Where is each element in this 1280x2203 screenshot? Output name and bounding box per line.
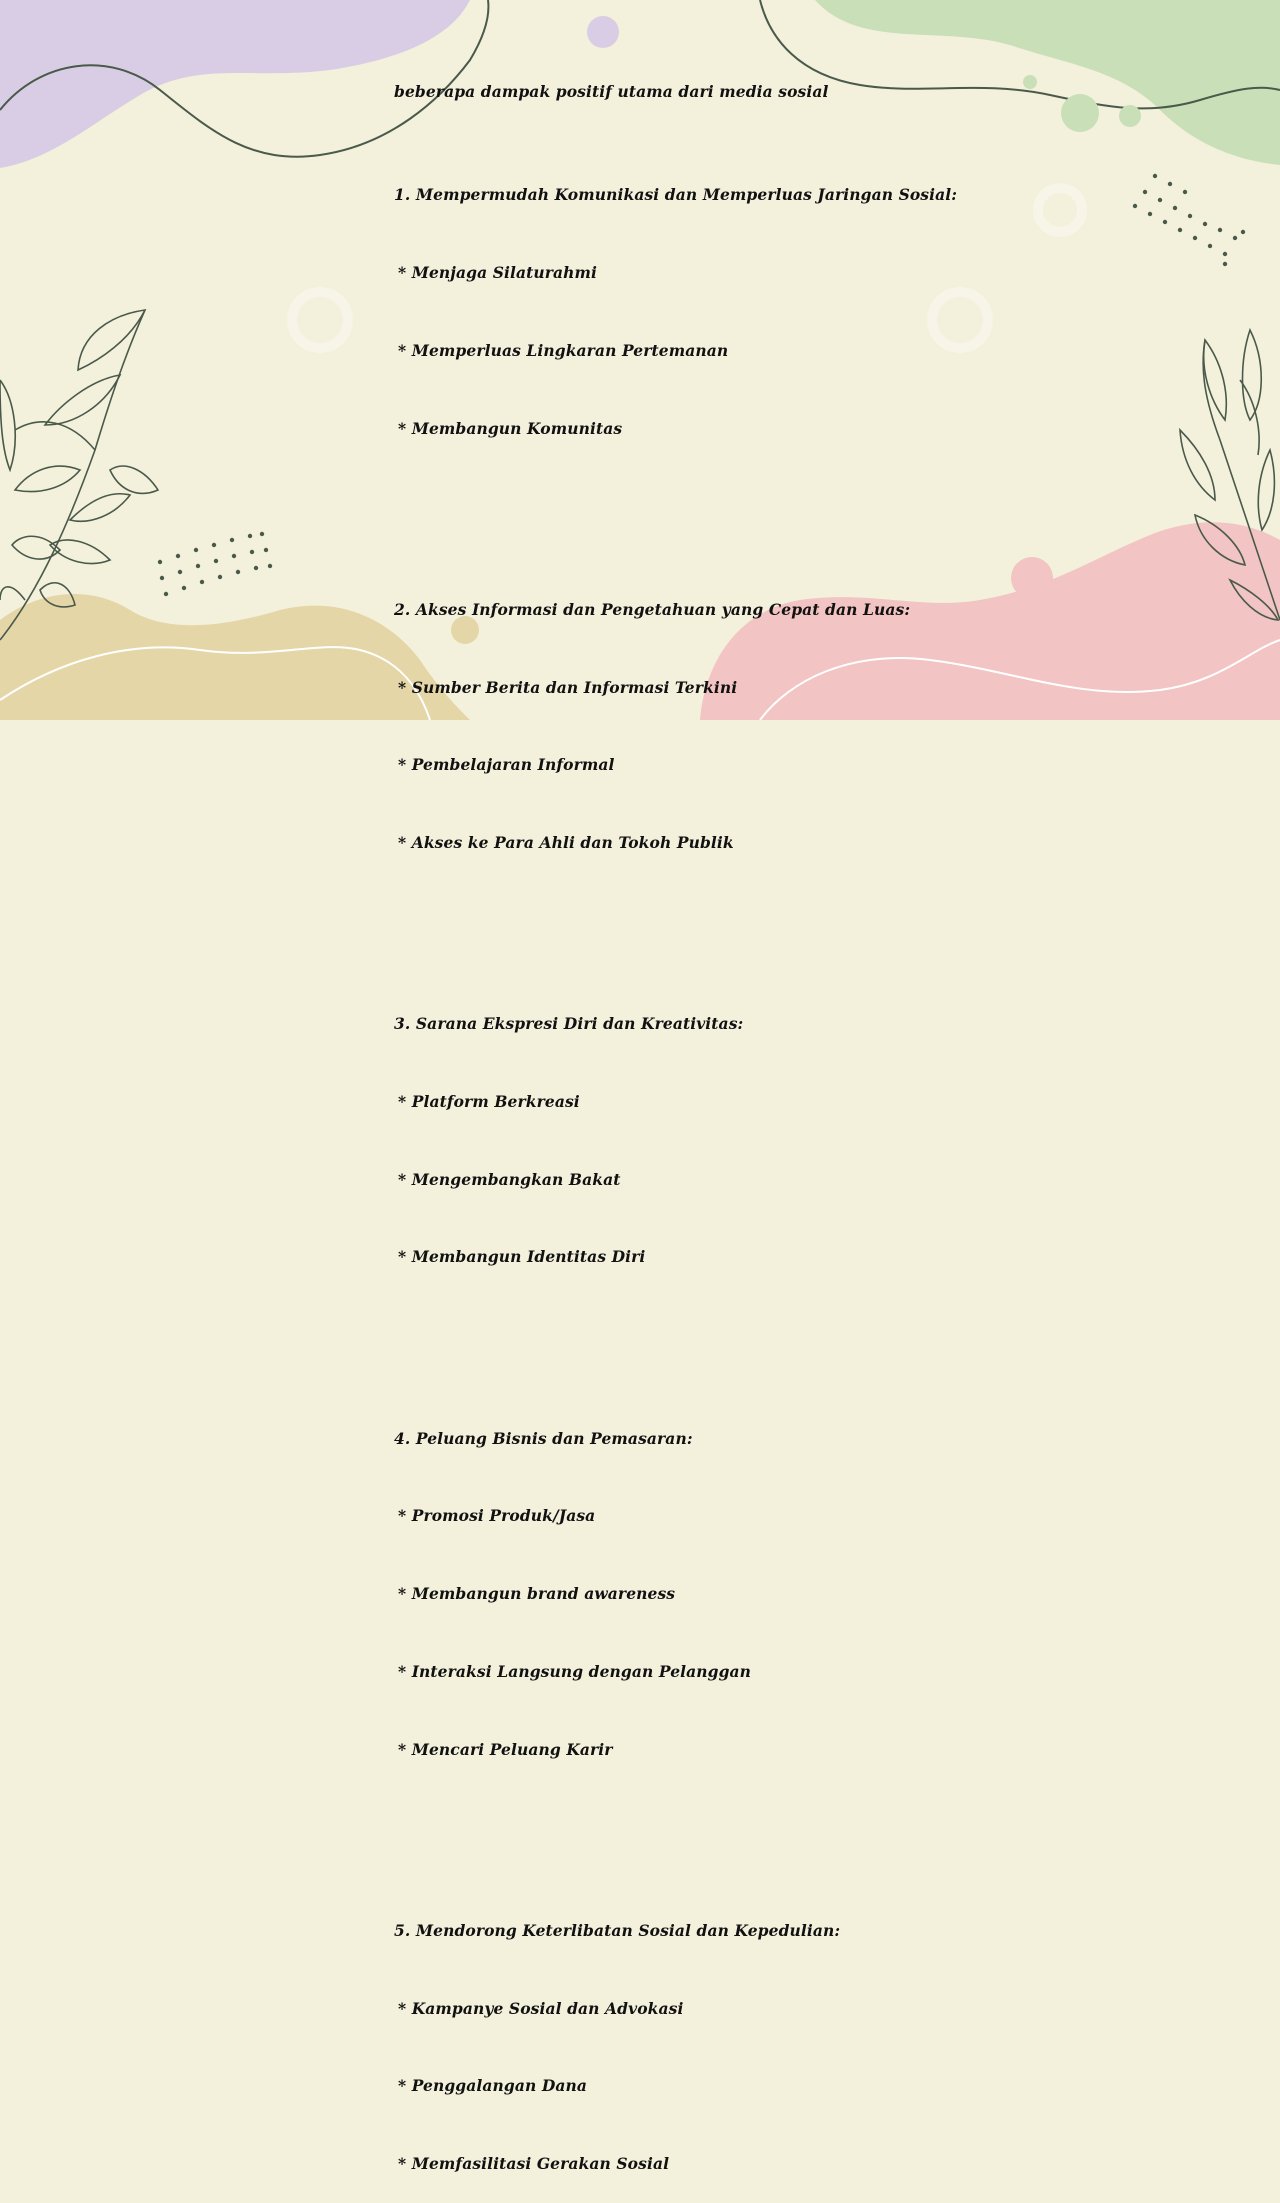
spacer: [394, 908, 957, 934]
list-item: * Interaksi Langsung dengan Pelanggan: [398, 1661, 752, 1681]
list-item: * Sumber Berita dan Informasi Terkini: [398, 677, 738, 697]
list-item: * Menjaga Silaturahmi: [398, 263, 598, 283]
list-item: * Kampanye Sosial dan Advokasi: [398, 1998, 684, 2018]
list-item: * Memperluas Lingkaran Pertemanan: [398, 340, 729, 360]
document-text: [394, 27, 957, 2203]
circle-pink-small: [1075, 591, 1097, 613]
list-item: * Membangun Komunitas: [398, 418, 623, 438]
list-item: * Memfasilitasi Gerakan Sosial: [398, 2153, 670, 2173]
spacer: [394, 1814, 957, 1840]
circle-mint-small: [1119, 105, 1141, 127]
section-2-heading: 2. Akses Informasi dan Pengetahuan yang Cepat dan Luas:: [394, 599, 911, 619]
list-item: * Platform Berkreasi: [398, 1091, 580, 1111]
list-item: * Membangun brand awareness: [398, 1584, 676, 1604]
intro-line: beberapa dampak positif utama dari media sosial: [394, 81, 829, 101]
list-item: * Mengembangkan Bakat: [398, 1169, 621, 1189]
dot-grid-right: [1133, 174, 1245, 266]
list-item: * Membangun Identitas Diri: [398, 1247, 646, 1267]
list-item: * Promosi Produk/Jasa: [398, 1506, 596, 1526]
spacer: [394, 1322, 957, 1348]
section-1-heading: 1. Mempermudah Komunikasi dan Memperluas Jaringan Sosial:: [394, 185, 958, 205]
circle-pink-large: [1011, 557, 1053, 599]
circle-mint-large: [1061, 94, 1099, 132]
dot-grid-left: [158, 532, 272, 596]
list-item: * Pembelajaran Informal: [398, 755, 615, 775]
circle-mint-tiny: [1023, 75, 1037, 89]
leaf-branch-left: [0, 310, 158, 640]
spacer: [394, 493, 957, 519]
list-item: * Mencari Peluang Karir: [398, 1739, 613, 1759]
list-item: * Penggalangan Dana: [398, 2076, 588, 2096]
section-4-heading: 4. Peluang Bisnis dan Pemasaran:: [394, 1428, 693, 1448]
section-3-heading: 3. Sarana Ekspresi Diri dan Kreativitas:: [394, 1014, 744, 1034]
list-item: * Akses ke Para Ahli dan Tokoh Publik: [398, 832, 734, 852]
section-5-heading: 5. Mendorong Keterlibatan Sosial dan Kepedulian:: [394, 1920, 841, 1940]
